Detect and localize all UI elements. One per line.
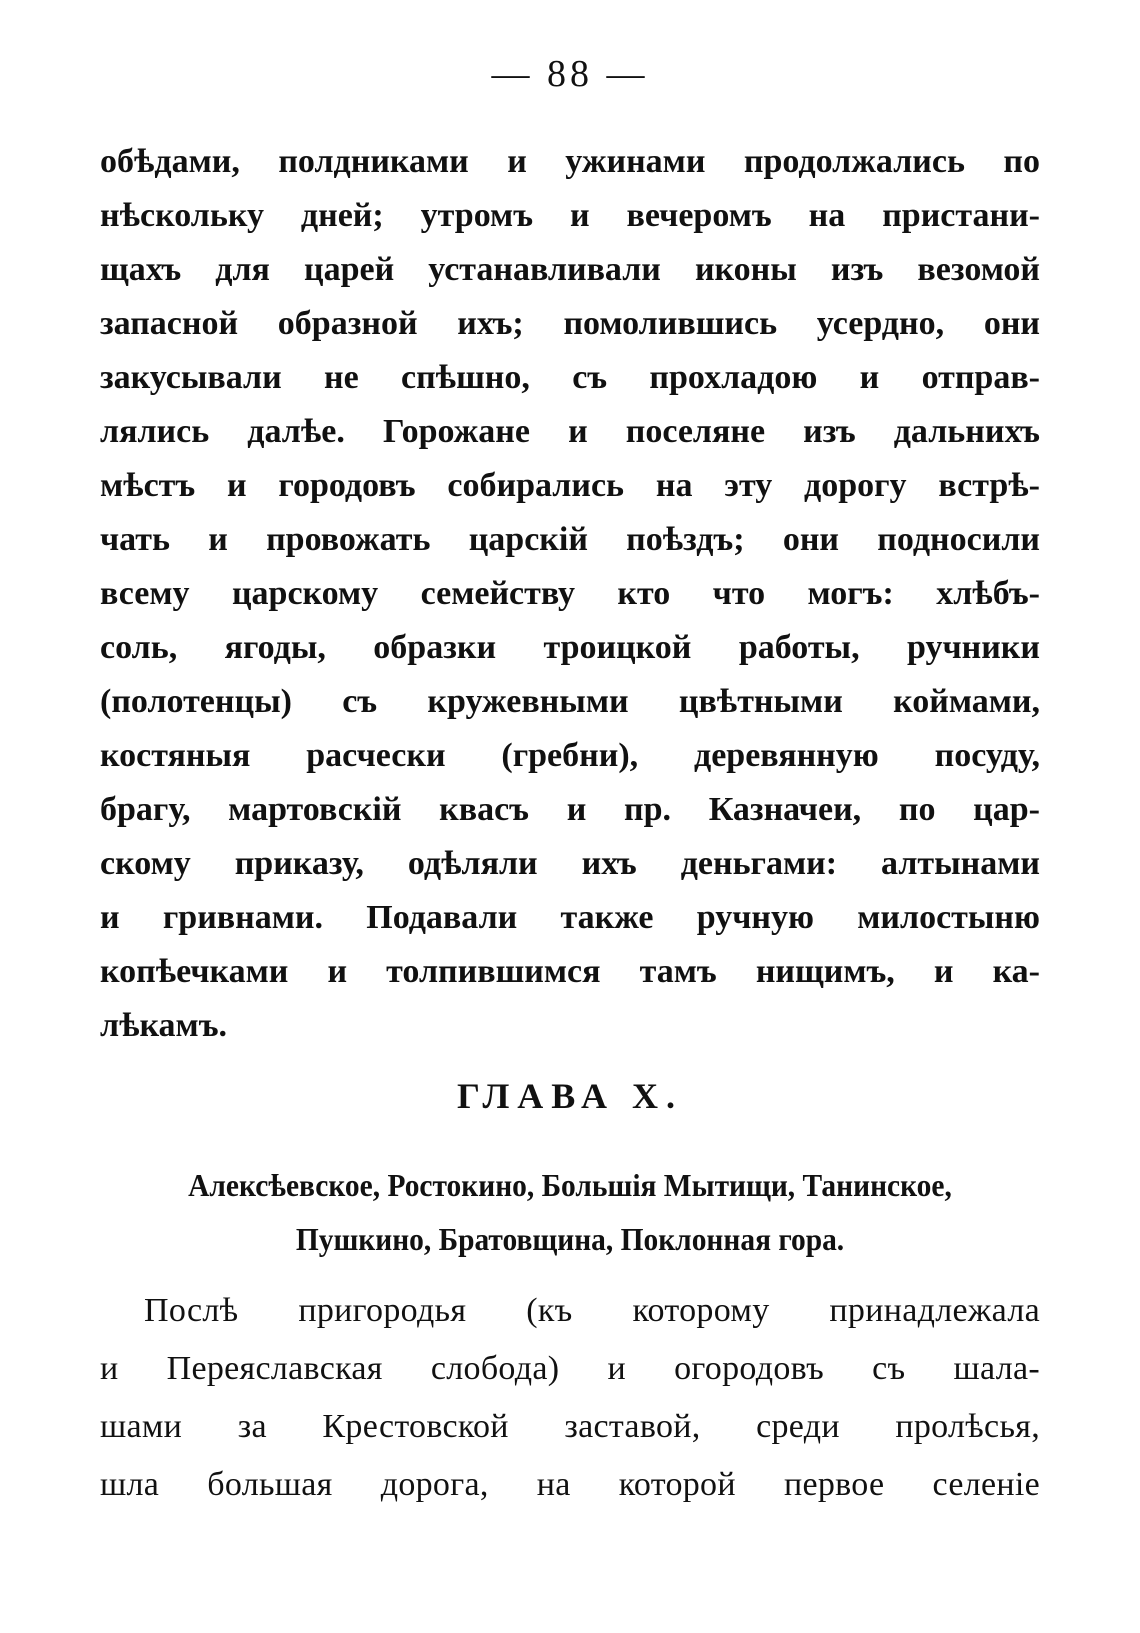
text-line: соль, ягоды, образки троицкой работы, ручники [100,629,1040,666]
text-line: лѣкамъ. [100,1007,228,1044]
page-number: — 88 — [491,53,649,95]
text-line: костяныя расчески (гребни), деревянную посуду, [100,737,1040,774]
chapter-title: ГЛАВА X. [456,1076,684,1116]
text-line: обѣдами, полдниками и ужинами продолжались по [100,143,1040,180]
paragraph-continued [100,135,1040,1053]
chapter-subtitle [138,1158,1003,1266]
text-line: шами за Крестовской заставой, среди пролѣсья, [100,1408,1040,1445]
subtitle-line: Алексѣевское, Ростокино, Большія Мытищи, Танинское, [188,1167,952,1203]
text-line: шла большая дорога, на которой первое селеніе [100,1466,1040,1503]
subtitle-line: Пушкино, Братовщина, Поклонная гора. [295,1221,845,1257]
text-line: (полотенцы) съ кружевными цвѣтными коймами, [100,683,1040,720]
text-line: мѣстъ и городовъ собирались на эту дорогу встрѣ- [100,467,1040,504]
text-line: закусывали не спѣшно, съ прохладою и отправ- [100,359,1040,396]
text-line: чать и провожать царскій поѣздъ; они подносили [100,521,1040,558]
text-line: и Переяславская слобода) и огородовъ съ шала- [100,1350,1040,1387]
text-line: и гривнами. Подавали также ручную милостыню [100,899,1040,936]
text-line: брагу, мартовскій квасъ и пр. Казначеи, по цар- [100,791,1040,828]
text-line: нѣскольку дней; утромъ и вечеромъ на пристани- [100,197,1040,234]
text-line: всему царскому семейству кто что могъ: хлѣбъ- [100,575,1040,612]
text-line: запасной образной ихъ; помолившись усердно, они [100,305,1040,342]
text-line: копѣечками и толпившимся тамъ нищимъ, и ка- [100,953,1040,990]
text-line: скому приказу, одѣляли ихъ деньгами: алтынами [100,845,1040,882]
text-line: щахъ для царей устанавливали иконы изъ везомой [100,251,1040,288]
text-line: лялись далѣе. Горожане и поселяне изъ дальнихъ [100,413,1040,450]
chapter-first-paragraph [100,1282,1040,1514]
text-line: Послѣ пригородья (къ которому принадлежала [144,1292,1040,1329]
